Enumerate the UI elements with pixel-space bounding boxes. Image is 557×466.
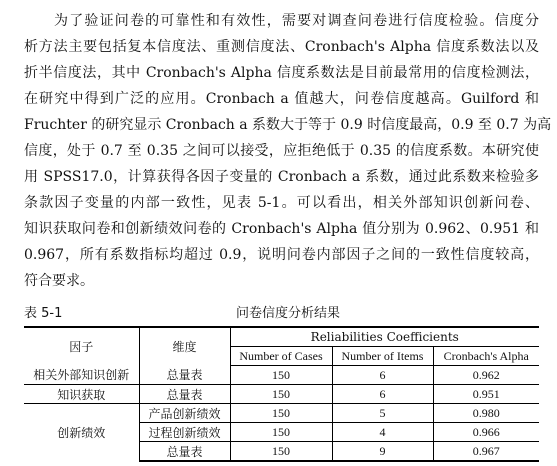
- paragraph-line: Fruchter 的研究显示 Cronbach a 系数大于等于 0.9 时信度最高，0.9 至 0.7 为高: [24, 117, 552, 133]
- table-row: [24, 404, 539, 423]
- header-number-of-cases: Number of Cases: [230, 347, 332, 366]
- factor-cell: 相关外部知识创新: [33, 368, 130, 383]
- header-reliabilities-coefficients: Reliabilities Coefficients: [230, 327, 539, 347]
- items-cell: 6: [332, 385, 433, 404]
- dimension-cell: 总量表: [139, 385, 230, 404]
- items-cell: 9: [332, 442, 433, 462]
- alpha-cell: 0.966: [433, 423, 539, 442]
- reliability-table: [24, 326, 539, 462]
- items-cell: 5: [332, 404, 433, 423]
- items-cell: 4: [332, 423, 433, 442]
- paragraph-line: 用 SPSS17.0，计算获得各因子变量的 Cronbach a 系数，通过此系数来检验多: [24, 169, 539, 185]
- table-caption: [24, 302, 539, 320]
- header-factor: 因子: [24, 327, 139, 366]
- dimension-cell: 总量表: [139, 442, 230, 462]
- paragraph-line: 折半信度法，其中 Cronbach's Alpha 信度系数法是目前最常用的信度检测法，: [24, 65, 539, 81]
- factor-cell: 创新绩效: [24, 404, 139, 462]
- paragraph-line: 信度，处于 0.7 至 0.35 之间可以接受，应拒绝低于 0.35 的信度系数。本研究使: [24, 143, 539, 159]
- cases-cell: 150: [230, 423, 332, 442]
- table-row: [24, 366, 539, 385]
- alpha-cell: 0.980: [433, 404, 539, 423]
- cases-cell: 150: [230, 385, 332, 404]
- alpha-cell: 0.962: [433, 366, 539, 385]
- cases-cell: 150: [230, 404, 332, 423]
- paragraph-line: 在研究中得到广泛的应用。Cronbach a 值越大，问卷信度越高。Guilford 和: [24, 91, 539, 107]
- dimension-cell: 总量表: [139, 366, 230, 385]
- cases-cell: 150: [230, 442, 332, 462]
- table-number: 表 5-1: [24, 306, 63, 321]
- header-number-of-items: Number of Items: [332, 347, 433, 366]
- paragraph-line: 析方法主要包括复本信度法、重测信度法、Cronbach's Alpha 信度系数法以及: [24, 39, 539, 55]
- paragraph-line: 为了验证问卷的可靠性和有效性，需要对调查问卷进行信度检验。信度分: [54, 13, 539, 29]
- alpha-cell: 0.951: [433, 385, 539, 404]
- paragraph-line: 0.967，所有系数指标均超过 0.9，说明问卷内部因子之间的一致性信度较高，: [24, 247, 539, 263]
- dimension-cell: 产品创新绩效: [139, 404, 230, 423]
- header-cronbachs-alpha: Cronbach's Alpha: [433, 347, 539, 366]
- table-row: [24, 385, 539, 404]
- factor-cell: 知识获取: [24, 385, 139, 404]
- dimension-cell: 过程创新绩效: [139, 423, 230, 442]
- paragraph-line: 知识获取问卷和创新绩效问卷的 Cronbach's Alpha 值分别为 0.962、0.951 和: [24, 221, 539, 237]
- paragraph-line: 条款因子变量的内部一致性，见表 5-1。可以看出，相关外部知识创新问卷、: [24, 195, 539, 211]
- table-title: 问卷信度分析结果: [236, 306, 341, 321]
- body-paragraph: [24, 8, 552, 294]
- alpha-cell: 0.967: [433, 442, 539, 462]
- table-header-row: [24, 327, 539, 347]
- header-dimension: 维度: [139, 327, 230, 366]
- items-cell: 6: [332, 366, 433, 385]
- cases-cell: 150: [230, 366, 332, 385]
- paragraph-line: 符合要求。: [24, 273, 94, 289]
